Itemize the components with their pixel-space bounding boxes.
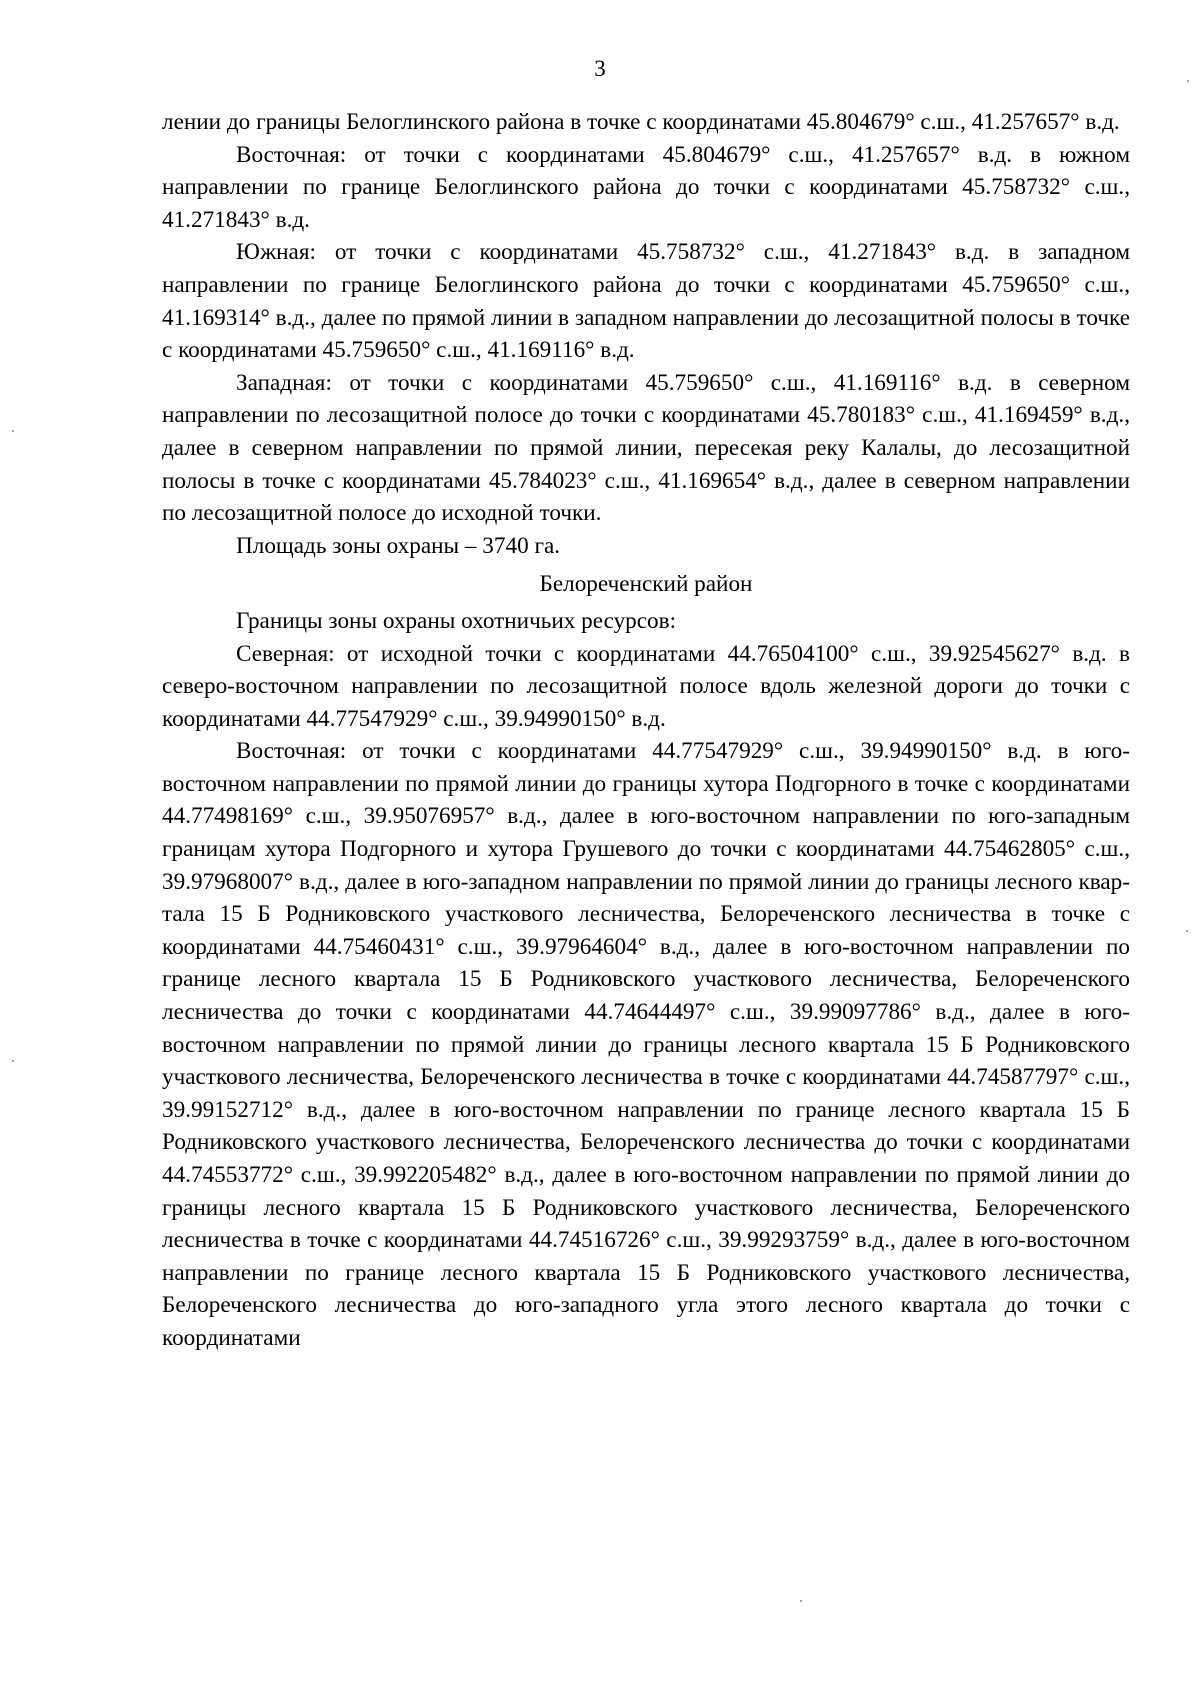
scan-speck [12, 430, 14, 432]
scan-speck [800, 1600, 802, 1602]
paragraph-east-boundary-beloglinsky: Восточная: от точки с координатами 45.804679° с.ш., 41.257657° в.д. в южном направлении по границе Белоглинского района до точки с координатами 45.758732° с.ш., 41.271843° в.д. [162, 141, 1130, 233]
paragraph-west-boundary: Западная: от точки с координатами 45.759650° с.ш., 41.169116° в.д. в северном направлении по лесозащитной полосе до точки с координатами 45.780183° с.ш., 41.169459° в.д., далее в северном направлении по прямой линии, пересекая реку Калалы, до лесозащитной полосы в точке с координатами 45.784023° с.ш., 41.169654° в.д., далее в северном направлении по лесозащитной полосе до исходной точки. [162, 369, 1130, 527]
paragraph-east-boundary-belorechensky: Восточная: от точки с координатами 44.77547929° с.ш., 39.94990150° в.д. в юго-восточном направлении по прямой линии до границы хутора Подгорного в точке с координатами 44.77498169° с.ш., 39.95076957° в.д., далее в юго-восточном направлении по юго-западным границам хутора Подгорного и хутора Грушевого до точки с координатами 44.75462805° с.ш., 39.97968007° в.д., далее в юго-западном направлении по прямой линии до границы лесного квартала 15 Б Родниковского участкового лесничества, Белореченского лесничества в точке с координатами 44.75460431° с.ш., 39.97964604° в.д., далее в юго-восточном направлении по границе лесного квартала 15 Б Родниковского участкового лесничества, Белореченского лесничества до точки с координатами 44.74644497° с.ш., 39.99097786° в.д., далее в юго-восточном направлении по прямой линии до границы лесного квартала 15 Б Родниковского участкового лесничества, Белореченского лесничества в точке с координатами 44.74587797° с.ш., 39.99152712° в.д., далее в юго-восточном направлении по границе лесного квартала 15 Б Родниковского участкового лесничества, Белореченского лесничества до точки с координатами 44.74553772° с.ш., 39.992205482° в.д., далее в юго-восточном направлении по прямой линии до границы лесного квартала 15 Б Родниковского участкового лесничества, Белореченского лесничества в точке с координатами 44.74516726° с.ш., 39.99293759° в.д., далее в юго-восточном направлении по границе лесного квартала 15 Б Родниковского участкового лесничества, Белореченского лесничества до юго-западного угла этого лесного квартала до точки с координатами [162, 738, 1130, 1351]
paragraph-north-boundary: Северная: от исходной точки с координатами 44.76504100° с.ш., 39.92545627° в.д. в северо-восточном направлении по лесозащитной полосе вдоль железной дороги до точки с координатами 44.77547929° с.ш., 39.94990150° в.д. [162, 640, 1130, 732]
scan-speck [1186, 930, 1188, 932]
scan-speck [1187, 80, 1189, 82]
section-title-belorechensky: Белореченский район [539, 571, 753, 598]
scan-speck [12, 1060, 14, 1062]
paragraph-continuation: лении до границы Белоглинского района в точке с координатами 45.804679° с.ш., 41.257657° в.д. [162, 109, 1120, 135]
paragraph-zone-area: Площадь зоны охраны – 3740 га. [236, 532, 561, 559]
paragraph-south-boundary: Южная: от точки с координатами 45.758732° с.ш., 41.271843° в.д. в западном направлении по границе Белоглинского района до точки с координатами 45.759650° с.ш., 41.169314° в.д., далее по прямой линии в западном направлении до лесозащитной полосы в точке с координатами 45.759650° с.ш., 41.169116° в.д. [162, 239, 1130, 364]
document-body [162, 106, 1130, 1355]
paragraph-zone-boundaries-heading: Границы зоны охраны охотничьих ресурсов: [236, 607, 677, 634]
page-number: 3 [594, 56, 606, 81]
